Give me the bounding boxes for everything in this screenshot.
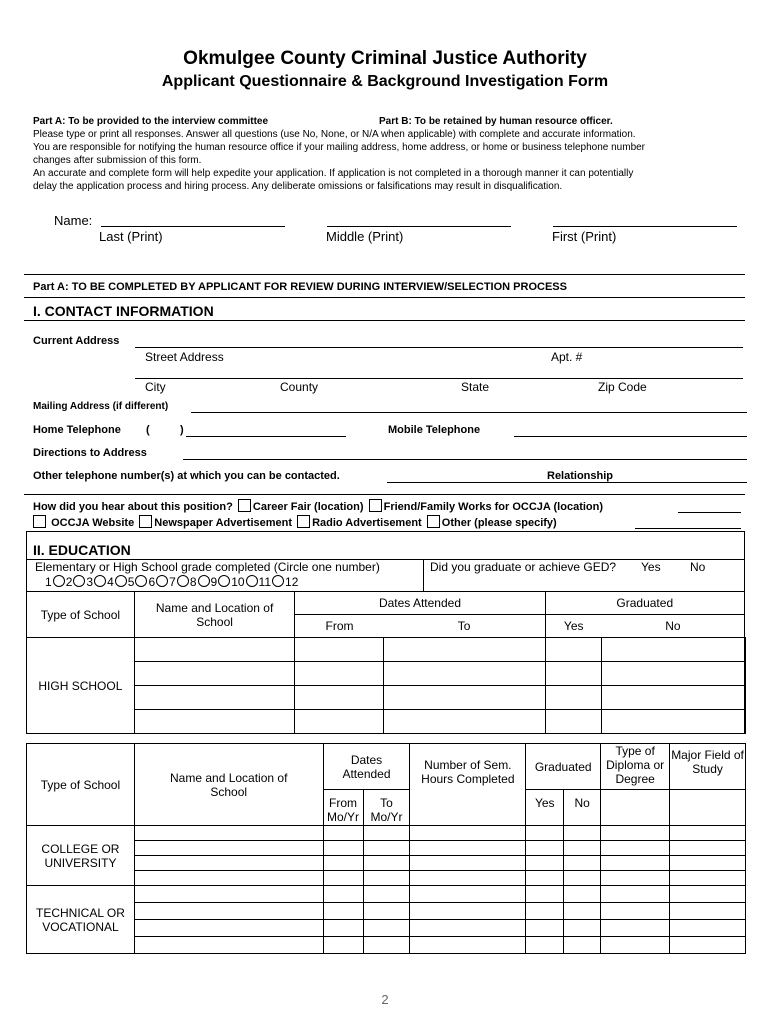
friend-family-label: Friend/Family Works for OCCJA (location) (383, 501, 604, 513)
college-cell[interactable] (601, 937, 670, 954)
mobile-telephone-label: Mobile Telephone (388, 424, 481, 436)
grade-8[interactable]: 8 (189, 575, 197, 589)
mobile-telephone-field[interactable] (514, 436, 747, 437)
website-label: OCCJA Website (51, 517, 135, 529)
grade-6[interactable]: 6 (148, 575, 156, 589)
college-cell[interactable] (670, 903, 746, 920)
city-state-field[interactable] (135, 378, 743, 379)
relationship-label: Relationship (547, 470, 614, 482)
hs-type-header: Type of School (27, 592, 135, 638)
hs-cell[interactable] (602, 662, 745, 686)
hs-cell[interactable] (545, 638, 602, 662)
college-yes-header: Yes (526, 790, 564, 826)
college-cell (601, 790, 670, 826)
hs-cell[interactable] (745, 638, 746, 662)
hs-from-header: From (295, 615, 384, 638)
grade-3[interactable]: 3 (86, 575, 94, 589)
college-cell[interactable] (134, 856, 323, 871)
hs-cell[interactable] (134, 638, 295, 662)
college-cell[interactable] (363, 826, 410, 841)
part-a-heading: Part A: TO BE COMPLETED BY APPLICANT FOR REVIEW DURING INTERVIEW/SELECTION PROCESS (33, 281, 567, 293)
college-cell[interactable] (670, 937, 746, 954)
hs-cell[interactable] (602, 686, 745, 710)
middle-name-caption: Middle (Print) (326, 229, 404, 244)
college-cell[interactable] (670, 856, 746, 871)
grade-5[interactable]: 5 (127, 575, 135, 589)
hs-cell[interactable] (134, 686, 295, 710)
grade-2[interactable]: 2 (65, 575, 73, 589)
hs-graduated-header: Graduated (545, 592, 744, 615)
grade-11[interactable]: 11 (258, 575, 272, 589)
hs-cell[interactable] (134, 662, 295, 686)
newspaper-checkbox[interactable] (139, 515, 152, 528)
circle-icon (246, 575, 258, 587)
hs-cell[interactable] (384, 638, 545, 662)
hs-cell[interactable] (134, 710, 295, 734)
first-name-caption: First (Print) (552, 229, 617, 244)
hear-about-row-2 (31, 515, 557, 529)
ged-yes[interactable]: Yes (641, 560, 661, 574)
county-caption: County (280, 380, 319, 394)
college-from-header: From Mo/Yr (323, 790, 363, 826)
hs-cell[interactable] (384, 710, 545, 734)
college-cell[interactable] (323, 841, 363, 856)
college-cell[interactable] (670, 886, 746, 903)
college-cell[interactable] (410, 826, 526, 841)
first-name-field[interactable] (553, 226, 737, 227)
college-cell[interactable] (601, 886, 670, 903)
college-cell[interactable] (601, 871, 670, 886)
college-cell[interactable] (670, 871, 746, 886)
college-graduated-header: Graduated (526, 744, 601, 790)
grade-9[interactable]: 9 (210, 575, 218, 589)
radio-label: Radio Advertisement (312, 517, 422, 529)
current-address-field[interactable] (135, 347, 743, 348)
hear-about-row (33, 499, 603, 513)
area-code-open: ( (146, 424, 150, 436)
circle-icon (53, 575, 65, 587)
website-checkbox[interactable] (33, 515, 46, 528)
grade-4[interactable]: 4 (107, 575, 114, 589)
college-hours-header: Number of Sem. Hours Completed (410, 744, 526, 826)
instruction-line: delay the application process and hiring process. Any deliberate omissions or falsifications may result in disqualification. (33, 181, 563, 192)
divider (24, 274, 745, 275)
friend-family-location-field[interactable] (678, 512, 741, 513)
hs-cell[interactable] (295, 686, 384, 710)
street-address-caption: Street Address (145, 350, 224, 364)
divider (24, 494, 745, 495)
college-cell[interactable] (410, 871, 526, 886)
college-cell[interactable] (410, 856, 526, 871)
grade-label: Elementary or High School grade completed (Circle one number) (35, 560, 380, 574)
college-cell[interactable] (670, 841, 746, 856)
college-dates-header: Dates Attended (323, 744, 410, 790)
divider (24, 297, 745, 298)
college-cell[interactable] (601, 841, 670, 856)
ged-no[interactable]: No (690, 560, 706, 574)
area-code-close: ) (180, 424, 184, 436)
college-cell[interactable] (323, 856, 363, 871)
college-cell (670, 790, 746, 826)
college-cell[interactable] (526, 920, 564, 937)
college-cell[interactable] (670, 920, 746, 937)
high-school-table (26, 591, 746, 734)
form-subtitle: Applicant Questionnaire & Background Investigation Form (161, 73, 609, 90)
ged-question: Did you graduate or achieve GED? (430, 560, 617, 574)
instruction-line: You are responsible for notifying the human resource office if your mailing address, home address, or home or business telephone number (33, 142, 646, 153)
college-cell[interactable] (564, 826, 601, 841)
college-cell[interactable] (323, 903, 363, 920)
grade-7[interactable]: 7 (169, 575, 176, 589)
radio-checkbox[interactable] (297, 515, 310, 528)
home-telephone-label: Home Telephone (33, 424, 121, 436)
education-heading: II. EDUCATION (33, 542, 131, 558)
college-cell[interactable] (410, 841, 526, 856)
college-cell[interactable] (323, 871, 363, 886)
college-cell[interactable] (526, 841, 564, 856)
college-table (26, 743, 746, 954)
home-telephone-field[interactable] (186, 436, 346, 437)
other-phone-field[interactable] (387, 482, 747, 483)
divider (24, 320, 745, 321)
college-cell[interactable] (526, 856, 564, 871)
circle-icon (177, 575, 189, 587)
college-cell[interactable] (323, 937, 363, 954)
zip-caption: Zip Code (598, 380, 647, 394)
college-cell[interactable] (601, 826, 670, 841)
mailing-address-label: Mailing Address (if different) (33, 401, 169, 412)
college-cell[interactable] (363, 920, 410, 937)
instruction-line: changes after submission of this form. (33, 155, 202, 166)
college-cell[interactable] (323, 886, 363, 903)
directions-label: Directions to Address (33, 447, 147, 459)
college-cell[interactable] (323, 920, 363, 937)
college-cell[interactable] (134, 920, 323, 937)
college-cell[interactable] (601, 920, 670, 937)
college-name-header: Name and Location of School (134, 744, 323, 826)
college-type-header: Type of School (27, 744, 135, 826)
career-fair-checkbox[interactable] (238, 499, 251, 512)
hs-cell[interactable] (745, 686, 746, 710)
grade-1[interactable]: 1 (45, 575, 52, 589)
other-phone-label: Other telephone number(s) at which you can be contacted. (33, 470, 340, 482)
divider (423, 559, 424, 591)
grade-options (45, 575, 298, 589)
instruction-line: An accurate and complete form will help expedite your application. If application is not completed in a thorough manner it can potentially (33, 168, 634, 179)
college-cell[interactable] (134, 903, 323, 920)
instruction-line: Please type or print all responses. Answer all questions (use No, None, or N/A when applicable) with complete and accurate information. (33, 129, 636, 140)
current-address-label: Current Address (33, 335, 120, 347)
circle-icon (115, 575, 127, 587)
part-b-note: Part B: To be retained by human resource officer. (379, 116, 613, 127)
mailing-address-field[interactable] (191, 412, 747, 413)
hs-cell[interactable] (545, 710, 602, 734)
college-cell[interactable] (363, 871, 410, 886)
college-cell[interactable] (564, 920, 601, 937)
form-title: Okmulgee County Criminal Justice Authority (183, 48, 587, 69)
college-cell[interactable] (670, 826, 746, 841)
college-cell[interactable] (526, 826, 564, 841)
last-name-field[interactable] (101, 226, 285, 227)
directions-field[interactable] (183, 459, 747, 460)
hear-about-label: How did you hear about this position? (33, 501, 233, 513)
circle-icon (198, 575, 210, 587)
hs-no-header: No (602, 615, 745, 638)
hs-dates-header: Dates Attended (295, 592, 545, 615)
college-cell[interactable] (526, 871, 564, 886)
college-cell[interactable] (134, 886, 323, 903)
college-cell[interactable] (134, 826, 323, 841)
hs-cell[interactable] (384, 686, 545, 710)
technical-row-label: TECHNICAL OR VOCATIONAL (27, 886, 135, 954)
hs-cell[interactable] (384, 662, 545, 686)
college-cell[interactable] (363, 937, 410, 954)
circle-icon (156, 575, 168, 587)
college-no-header: No (564, 790, 601, 826)
contact-heading: I. CONTACT INFORMATION (33, 303, 214, 319)
hs-row-label: HIGH SCHOOL (27, 638, 135, 734)
other-specify-field[interactable] (635, 528, 741, 529)
hs-cell[interactable] (545, 662, 602, 686)
college-cell[interactable] (564, 886, 601, 903)
last-name-caption: Last (Print) (99, 229, 163, 244)
city-caption: City (145, 380, 166, 394)
college-cell[interactable] (601, 856, 670, 871)
circle-icon (73, 575, 85, 587)
hs-cell[interactable] (295, 638, 384, 662)
college-to-header: To Mo/Yr (363, 790, 410, 826)
hs-cell[interactable] (295, 662, 384, 686)
college-cell[interactable] (564, 937, 601, 954)
page-number: 2 (381, 992, 389, 1007)
hs-yes-header: Yes (545, 615, 602, 638)
other-label: Other (please specify) (441, 517, 557, 529)
college-major-header: Major Field of Study (670, 744, 746, 790)
college-cell[interactable] (526, 886, 564, 903)
hs-cell[interactable] (745, 662, 746, 686)
college-cell[interactable] (363, 856, 410, 871)
instructions-text (33, 128, 753, 193)
college-cell[interactable] (363, 841, 410, 856)
hs-name-header: Name and Location of School (134, 592, 295, 638)
college-cell[interactable] (564, 856, 601, 871)
grade-10[interactable]: 10 (231, 575, 245, 589)
college-cell[interactable] (526, 903, 564, 920)
middle-name-field[interactable] (327, 226, 511, 227)
state-caption: State (461, 380, 490, 394)
college-cell[interactable] (134, 937, 323, 954)
hs-to-header: To (384, 615, 545, 638)
college-cell[interactable] (410, 920, 526, 937)
hs-cell[interactable] (602, 638, 745, 662)
college-cell[interactable] (363, 903, 410, 920)
college-cell[interactable] (601, 903, 670, 920)
hs-cell[interactable] (745, 710, 746, 734)
circle-icon (218, 575, 230, 587)
apt-caption: Apt. # (551, 350, 583, 364)
grade-12[interactable]: 12 (285, 575, 299, 589)
college-cell[interactable] (323, 826, 363, 841)
hs-cell[interactable] (545, 686, 602, 710)
circle-icon (94, 575, 106, 587)
college-cell[interactable] (134, 841, 323, 856)
college-diploma-header: Type of Diploma or Degree (601, 744, 670, 790)
college-cell[interactable] (410, 886, 526, 903)
college-cell[interactable] (410, 903, 526, 920)
college-cell[interactable] (564, 841, 601, 856)
circle-icon (272, 575, 284, 587)
circle-icon (135, 575, 147, 587)
college-cell[interactable] (134, 871, 323, 886)
hs-cell[interactable] (295, 710, 384, 734)
college-cell[interactable] (564, 871, 601, 886)
career-fair-label: Career Fair (location) (252, 501, 364, 513)
other-checkbox[interactable] (427, 515, 440, 528)
newspaper-label: Newspaper Advertisement (154, 517, 293, 529)
college-row-label: COLLEGE OR UNIVERSITY (27, 826, 135, 886)
college-cell[interactable] (410, 937, 526, 954)
part-a-note: Part A: To be provided to the interview committee (33, 116, 269, 127)
college-cell[interactable] (363, 886, 410, 903)
college-cell[interactable] (526, 937, 564, 954)
friend-family-checkbox[interactable] (369, 499, 382, 512)
hs-cell[interactable] (602, 710, 745, 734)
name-label: Name: (54, 213, 93, 228)
college-cell[interactable] (564, 903, 601, 920)
